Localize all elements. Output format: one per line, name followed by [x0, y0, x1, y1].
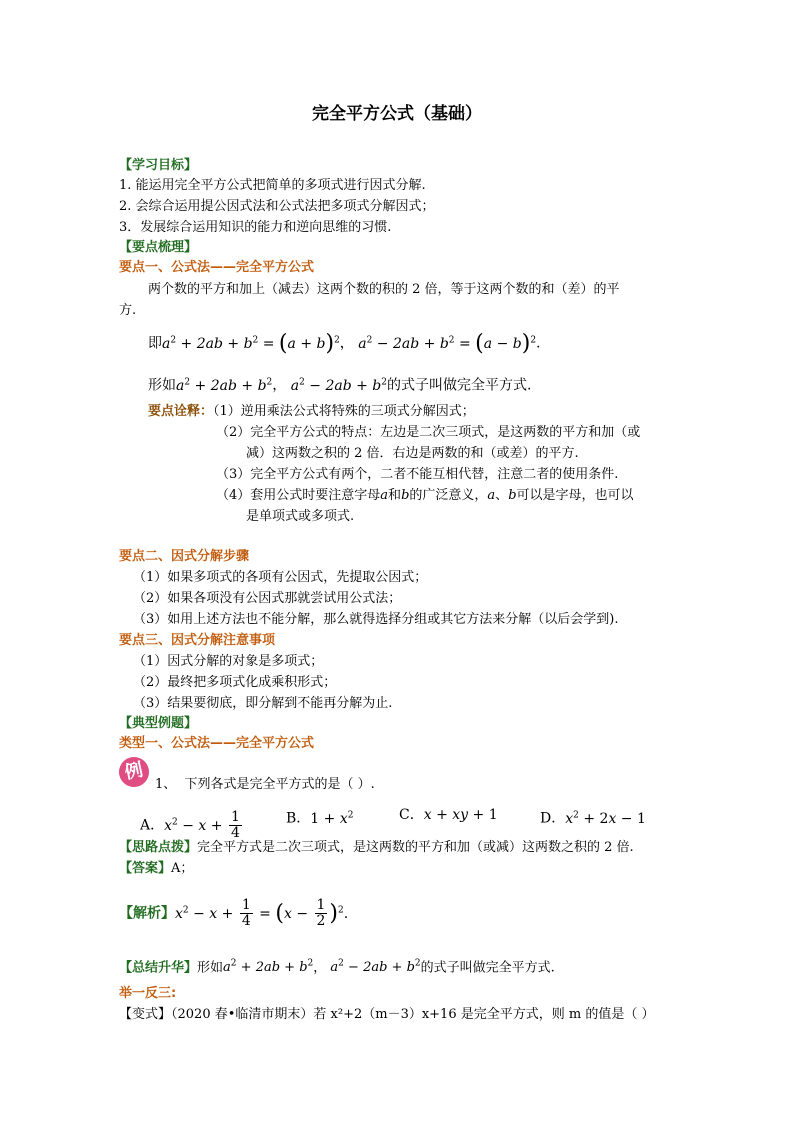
- question-number: 1、: [155, 777, 177, 792]
- note-var-b2: b: [508, 488, 517, 503]
- summary-sep: ，: [313, 960, 327, 976]
- question-1: [155, 776, 375, 794]
- note-4-cont: 是单项式或多项式.: [246, 509, 355, 524]
- option-c: [399, 806, 498, 824]
- summary-expr-1: $a^2 + 2ab + b^2$: [223, 959, 314, 976]
- type1-title: 类型一、公式法——完全平方公式: [119, 736, 315, 751]
- formula-end: .: [536, 335, 541, 352]
- note-2: （2）完全平方公式的特点：左边是二次三项式，是这两数的平方和加（或: [216, 425, 641, 440]
- point3-item-3: （3）结果要彻底，即分解到不能再分解为止.: [133, 696, 393, 711]
- practice-label: 举一反三:: [119, 986, 177, 1001]
- note-var-b: b: [401, 488, 410, 503]
- answer-text: A；: [171, 861, 194, 876]
- answer-label: 【答案】: [119, 861, 172, 876]
- option-c-label: C．: [399, 807, 424, 823]
- option-d-expr: $x^2 + 2x - 1$: [565, 810, 646, 827]
- page-title: 完全平方公式（基础）: [312, 104, 482, 124]
- point3-title: 要点三、因式分解注意事项: [119, 633, 276, 648]
- note-var-a2: a: [487, 488, 496, 503]
- note-4: [216, 487, 634, 505]
- formula-sep: ，: [339, 335, 354, 352]
- summary-suffix: 的式子叫做完全平方式.: [420, 960, 555, 976]
- note-var-a: a: [380, 488, 389, 503]
- note-label: 要点诠释：: [148, 404, 214, 419]
- point1-text-line1: 两个数的平方和加上（减去）这两个数的积的 2 倍，等于这两个数的和（差）的平: [148, 282, 620, 297]
- analysis-label: 【解析】: [119, 905, 175, 922]
- goal-item-2: 2. 会综合运用提公因式法和公式法把多项式分解因式；: [119, 199, 435, 214]
- hint-label: 【思路点拨】: [119, 840, 198, 855]
- formula-expr-diff: $a^2 - 2ab + b^2 = (a - b)^2$: [358, 330, 537, 356]
- examples-header: 【典型例题】: [119, 716, 198, 731]
- note-3: （3）完全平方公式有两个，二者不能互相代替，注意二者的使用条件.: [216, 467, 619, 482]
- goals-header: 【学习目标】: [119, 158, 198, 173]
- option-d-label: D．: [540, 810, 566, 827]
- note-4-e: 可以是字母，也可以: [516, 488, 634, 503]
- summary-expr-2: $a^2 - 2ab + b^2$: [330, 959, 421, 976]
- option-c-expr: x + xy + 1: [423, 807, 498, 823]
- form-prefix: 形如: [148, 377, 176, 394]
- point3-item-1: （1）因式分解的对象是多项式；: [133, 654, 324, 669]
- analysis-line: [119, 890, 348, 934]
- option-a-expr: $x^2 - x$ + $\frac{1}{4}$: [164, 809, 240, 842]
- hint-text: 完全平方式是二次三项式，是这两数的平方和加（或减）这两数之积的 2 倍.: [197, 840, 634, 855]
- form-expr-1: $a^2 + 2ab + b^2$: [176, 377, 273, 394]
- summary-label: 【总结升华】: [119, 960, 198, 976]
- point1-text-line2: 方.: [119, 303, 137, 318]
- point2-title: 要点二、因式分解步骤: [119, 549, 250, 564]
- note-4-c: 的广泛意义，: [409, 488, 488, 503]
- note-4-d: 、: [495, 488, 509, 503]
- note-4-b: 和: [388, 488, 402, 503]
- form-expr-2: $a^2 - 2ab + b^2$: [290, 377, 388, 394]
- question-text: 下列各式是完全平方式的是（ ）.: [184, 777, 375, 792]
- option-b-label: B．: [286, 810, 311, 827]
- point2-item-1: （1）如果多项式的各项有公因式，先提取公因式；: [133, 570, 428, 585]
- note-4-a: （4）套用公式时要注意字母: [216, 488, 381, 503]
- form-sep: ，: [272, 377, 287, 394]
- variant-text: （2020 春•临清市期末）若 x²+2（m－3）x+16 是完全平方式，则 m 的值是（ ）: [171, 1007, 655, 1022]
- point2-item-3: （3）如用上述方法也不能分解，那么就得选择分组或其它方法来分解（以后会学到).: [133, 612, 619, 627]
- points-header: 【要点梳理】: [119, 240, 198, 255]
- point1-title: 要点一、公式法——完全平方公式: [119, 260, 315, 275]
- option-b-expr: $1 + x^2$: [310, 810, 354, 827]
- goal-item-1: 1. 能运用完全平方公式把简单的多项式进行因式分解.: [119, 178, 426, 193]
- summary-line: [119, 955, 555, 977]
- note-line-1: [148, 403, 475, 421]
- option-a: [140, 806, 244, 842]
- option-a-label: A．: [140, 817, 165, 834]
- note-1: （1）逆用乘法公式将特殊的三项式分解因式；: [213, 404, 475, 419]
- summary-prefix: 形如: [197, 960, 224, 976]
- form-suffix: 的式子叫做完全平方式.: [387, 377, 532, 394]
- point2-item-2: （2）如果各项没有公因式那就尝试用公式法；: [133, 591, 402, 606]
- point1-formula: [148, 330, 541, 356]
- hint-line: [119, 839, 634, 857]
- option-b: [286, 806, 353, 828]
- formula-expr-sum: $a^2 + 2ab + b^2 = (a + b)^2$: [162, 330, 340, 356]
- analysis-expr: $x^2 - x$ + $\frac{1}{4}$ = (x − $\frac{1}{2}$ )$^2$.: [175, 897, 349, 930]
- variant-line: [119, 1006, 654, 1024]
- option-d: [540, 806, 646, 828]
- goal-item-3: 3．发展综合运用知识的能力和逆向思维的习惯.: [119, 220, 392, 235]
- example-badge: 例: [116, 754, 152, 790]
- variant-label: 【变式】: [119, 1007, 172, 1022]
- point1-form: [148, 373, 531, 395]
- point3-item-2: （2）最终把多项式化成乘积形式；: [133, 675, 337, 690]
- formula-prefix: 即: [148, 335, 162, 352]
- answer-line: [119, 860, 193, 878]
- note-2-cont: 减）这两数之积的 2 倍．右边是两数的和（或差）的平方.: [246, 446, 579, 461]
